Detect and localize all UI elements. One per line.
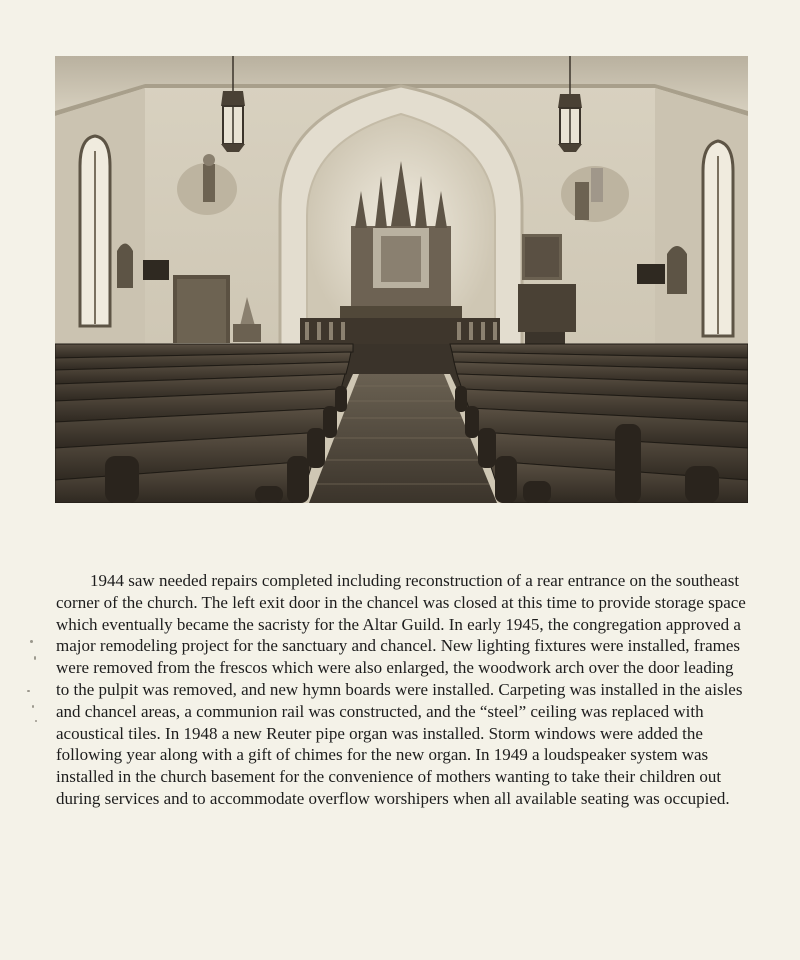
history-paragraph: 1944 saw needed repairs completed including reconstruction of a rear entrance on the southeast corner of the church. The left exit door in the chancel was closed at this time to provide storage space which eventually became the sacristy for the Altar Guild. In early 1945, the congregation approved a major remodeling project for the sanctuary and chancel. New lighting fixtures were installed, frames were removed from the frescos which were also enlarged, the woodwork arch over the door leading to the pulpit was removed, and new hymn boards were installed. Carpeting was installed in the aisles and chancel areas, a communion rail was constructed, and the “steel” ceiling was replaced with acoustical tiles. In 1948 a new Reuter pipe organ was installed. Storm windows were added the following year along with a gift of chimes for the new organ. In 1949 a loudspeaker system was installed in the church basement for the convenience of mothers wanting to take their children out during services and to accommodate overflow worshipers when all available seating was occupied. bbox=[56, 571, 746, 808]
church-interior-photo bbox=[55, 56, 748, 503]
scan-speck bbox=[35, 720, 37, 722]
scan-speck bbox=[30, 640, 33, 643]
scan-speck bbox=[34, 656, 36, 660]
scan-speck bbox=[27, 690, 30, 692]
history-text-block bbox=[56, 570, 746, 810]
church-interior-illustration bbox=[55, 56, 748, 503]
scan-speck bbox=[32, 705, 34, 708]
